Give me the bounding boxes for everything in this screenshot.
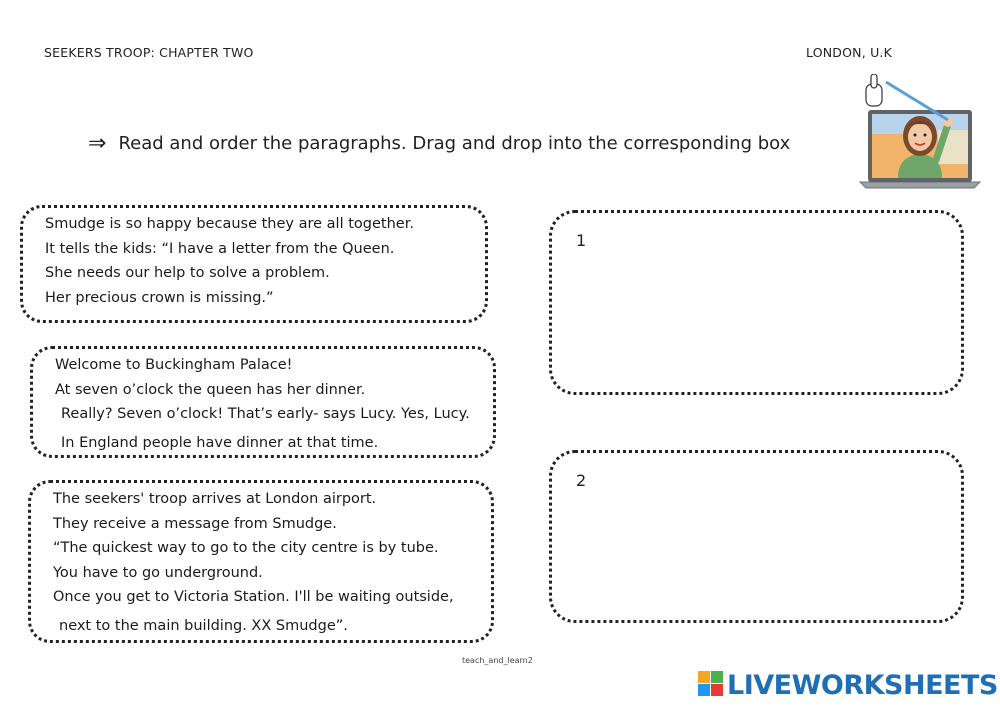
card-line: At seven o’clock the queen has her dinner. [55, 381, 366, 398]
card-line: The seekers' troop arrives at London airport. [53, 491, 377, 507]
card-line: They receive a message from Smudge. [53, 515, 337, 532]
drop-box-2[interactable] [549, 450, 964, 623]
card-line: next to the main building. XX Smudge”. [59, 617, 348, 634]
teacher-laptop-icon [858, 74, 982, 190]
paragraph-card-1[interactable] [20, 205, 488, 323]
teacher-avatar-image [858, 74, 982, 190]
card-line: Welcome to Buckingham Palace! [55, 357, 293, 373]
paragraph-card-2[interactable] [30, 346, 496, 458]
arrow-right-icon: ⇒ [88, 131, 107, 156]
card-line: “The quickest way to go to the city centre is by tube. [53, 540, 439, 556]
card-line: It tells the kids: “I have a letter from the Queen. [45, 240, 395, 257]
drop-box-number: 1 [576, 231, 587, 250]
paragraph-card-3[interactable] [28, 480, 494, 643]
liveworksheets-logo-text: LIVEWORKSHEETS [727, 670, 998, 701]
author-credit: teach_and_learn2 [462, 656, 533, 665]
drop-box-number: 2 [576, 471, 587, 490]
header-chapter-title: SEEKERS TROOP: CHAPTER TWO [44, 45, 254, 60]
card-line: She needs our help to solve a problem. [45, 265, 330, 281]
instruction [88, 130, 790, 155]
card-line: Smudge is so happy because they are all together. [45, 216, 414, 232]
header-location: LONDON, U.K [806, 45, 892, 60]
liveworksheets-logo-icon [698, 671, 724, 701]
card-line: You have to go underground. [53, 564, 263, 581]
card-line: Her precious crown is missing.” [45, 289, 274, 306]
card-line: Really? Seven o’clock! That’s early- says Lucy. Yes, Lucy. [61, 406, 470, 422]
drop-box-1[interactable] [549, 210, 964, 395]
card-line: In England people have dinner at that time. [61, 434, 379, 451]
liveworksheets-logo [698, 670, 998, 704]
instruction-text: Read and order the paragraphs. Drag and drop into the corresponding box [118, 133, 791, 154]
card-line: Once you get to Victoria Station. I'll be waiting outside, [53, 589, 454, 605]
